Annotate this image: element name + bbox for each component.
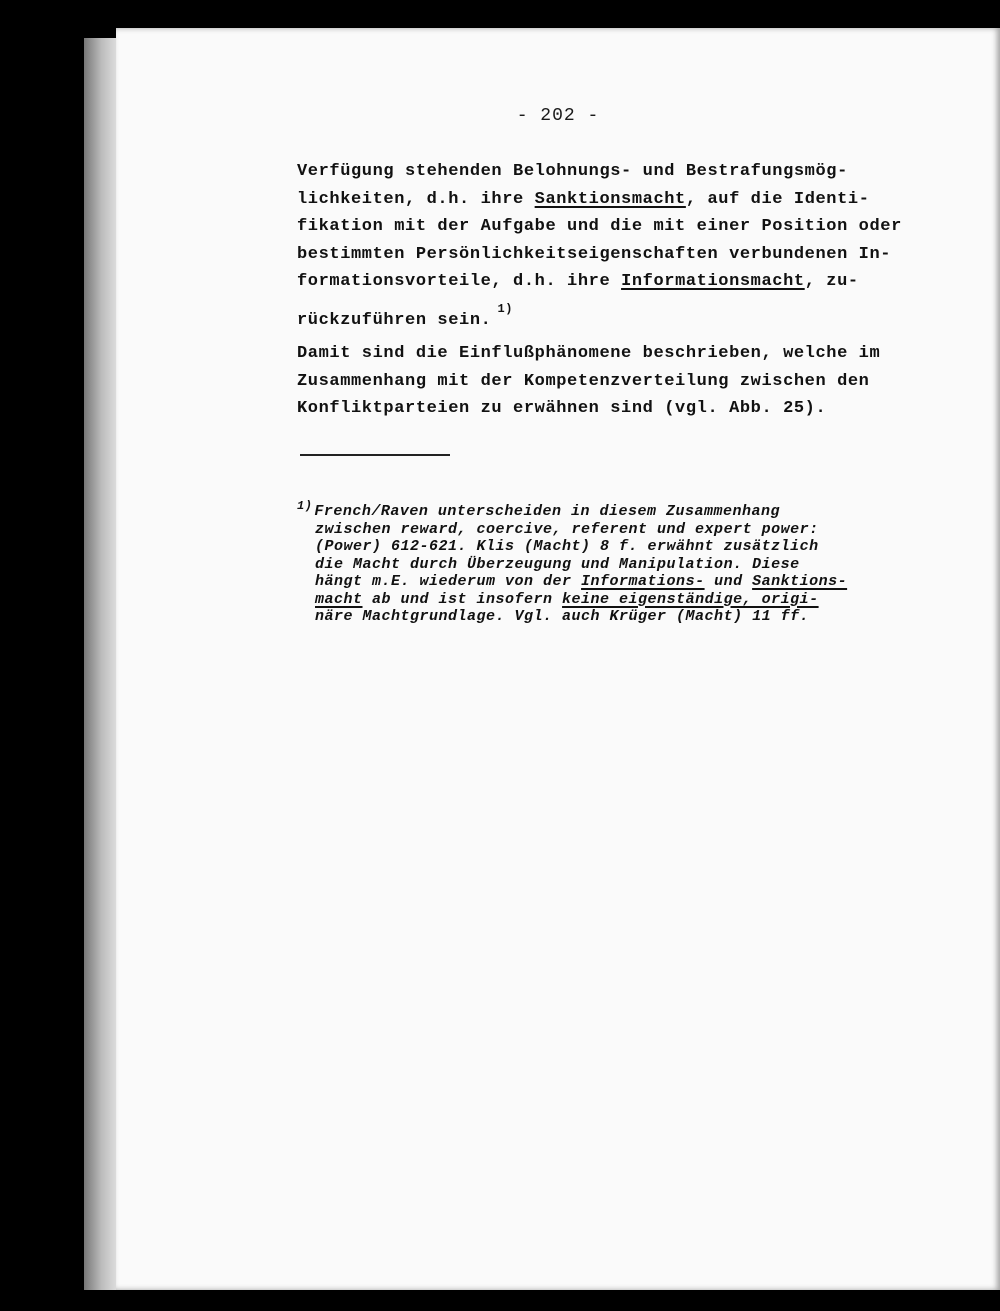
text-segment: ab und ist insofern — [362, 590, 563, 608]
text-segment: hängt m.E. wiederum von der — [315, 573, 582, 590]
text-segment: formationsvorteile, d.h. ihre — [297, 272, 622, 292]
text-line: Damit sind die Einflußphänomene beschrieben, welche im — [297, 344, 881, 363]
text-line — [297, 268, 897, 296]
underlined-term: Sanktionsmacht — [534, 189, 686, 209]
text-line: fikation mit der Aufgabe und die mit einer Position oder — [297, 217, 902, 237]
footnote-line: näre Machtgrundlage. Vgl. auch Krüger (Macht) 11 ff. — [315, 608, 810, 625]
footnote-line: zwischen reward, coercive, referent und expert power: — [315, 520, 819, 538]
text-line: Zusammenhang mit der Kompetenzverteilung zwischen den — [297, 371, 870, 391]
page-number: - 202 - — [516, 106, 600, 126]
footnote-reference: 1) — [497, 301, 514, 316]
paragraph-2 — [297, 340, 897, 423]
document-page — [116, 28, 1000, 1290]
text-line — [297, 186, 897, 214]
underlined-term: Sanktions- — [752, 573, 848, 590]
text-segment: , zu- — [804, 272, 859, 292]
text-line — [297, 296, 897, 335]
text-line: Konfliktparteien zu erwähnen sind (vgl. Abb. 25). — [297, 399, 827, 419]
footnote — [297, 498, 937, 626]
text-segment: French/Raven unterscheiden in diesem Zusammenhang — [314, 503, 780, 520]
footnote-mark: 1) — [297, 499, 313, 513]
underlined-term: Informationsmacht — [621, 272, 805, 292]
underlined-term: macht — [315, 590, 363, 608]
text-segment: lichkeiten, d.h. ihre — [297, 189, 535, 209]
footnote-line: die Macht durch Überzeugung und Manipulation. Diese — [315, 555, 800, 573]
text-segment: rückzuführen sein. — [297, 310, 492, 330]
text-segment: und — [704, 573, 753, 590]
footnote-line: (Power) 612-621. Klis (Macht) 8 f. erwähnt zusätzlich — [315, 538, 819, 555]
text-line: Verfügung stehenden Belohnungs- und Bestrafungsmög- — [297, 162, 848, 181]
underlined-term: keine eigenständige, origi- — [562, 590, 819, 608]
footnote-divider — [300, 454, 450, 456]
footnote-line — [297, 591, 937, 609]
underlined-term: Informations- — [581, 573, 705, 590]
text-segment: , auf die Identi- — [685, 189, 870, 209]
paragraph-1 — [297, 158, 902, 335]
text-line: bestimmten Persönlichkeitseigenschaften verbundenen In- — [297, 244, 892, 264]
footnote-line — [297, 498, 937, 521]
footnote-line — [297, 573, 937, 591]
